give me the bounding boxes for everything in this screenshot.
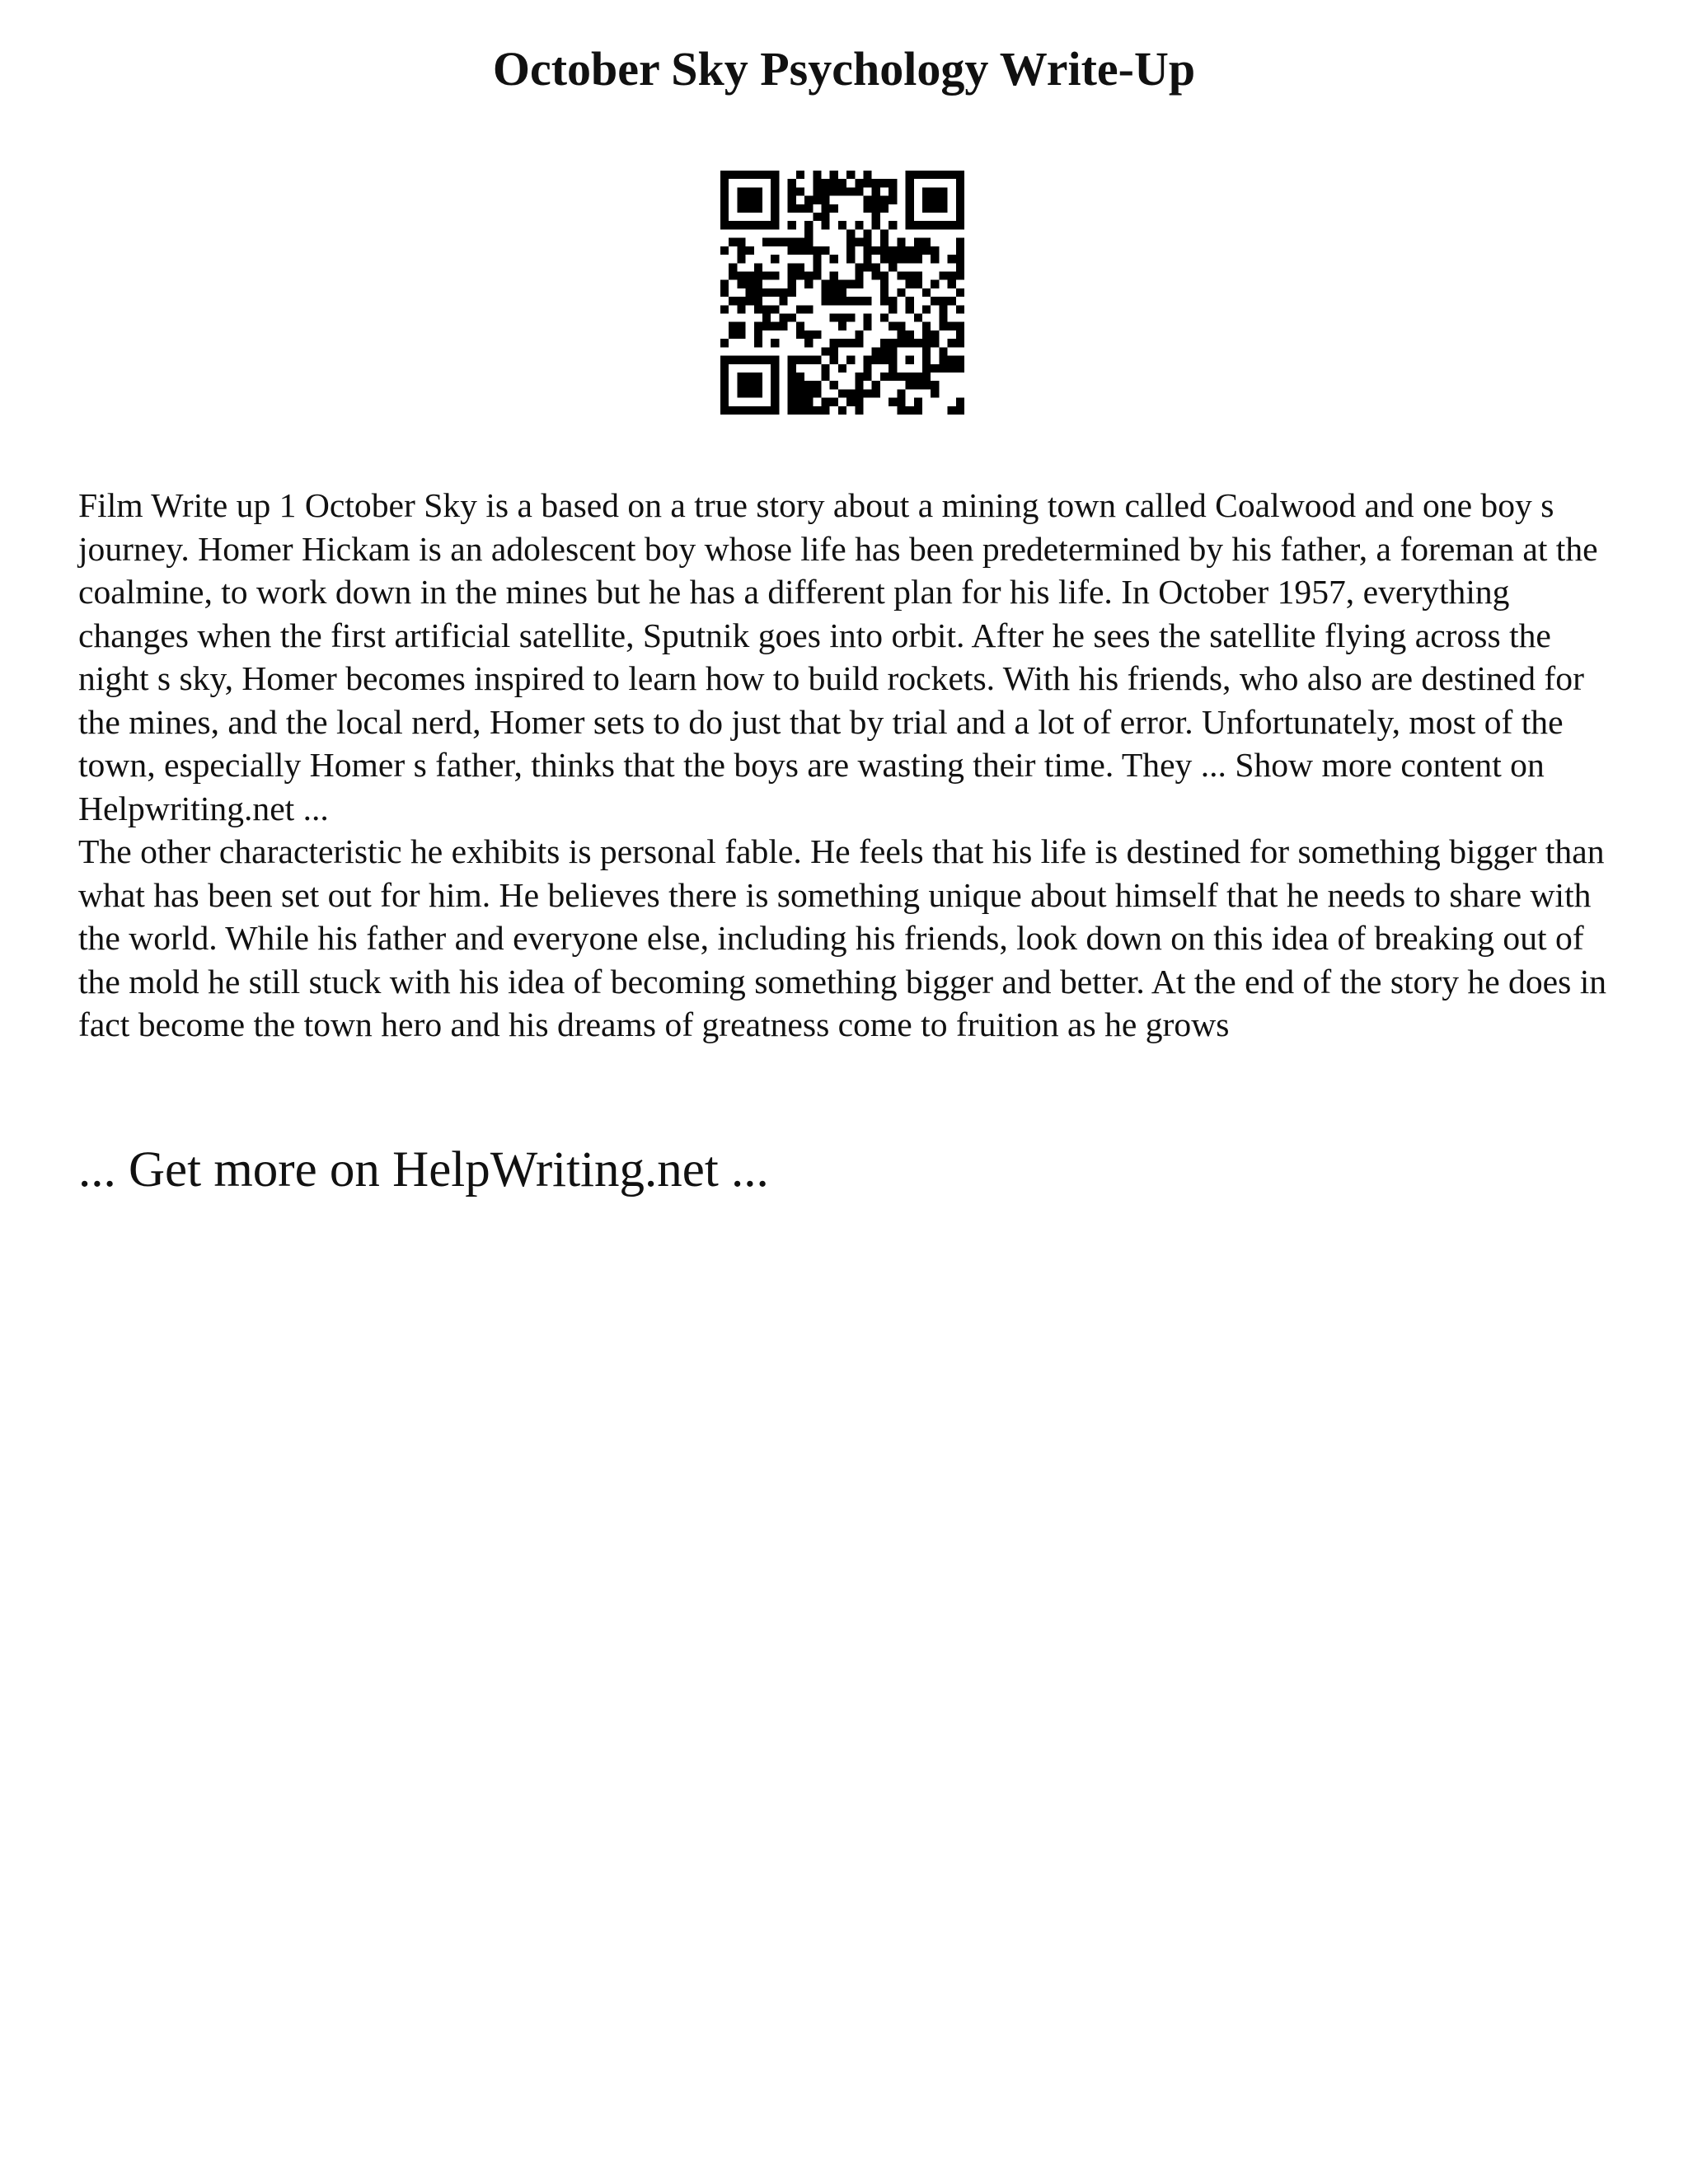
- get-more-link[interactable]: ... Get more on HelpWriting.net ...: [78, 1142, 769, 1197]
- paragraph: The other characteristic he exhibits is personal fable. He feels that his life is destined for something bigger than what has been set out for him. He believes there is something unique about himself that he needs to share with the world. While his father and everyone else, including his friends, look down on this idea of breaking out of the mold he still stuck with his idea of becoming something bigger and better. At the end of the story he does in fact become the town hero and his dreams of greatness come to fruition as he grows: [78, 832, 1607, 1043]
- page-title: October Sky Psychology Write-Up: [492, 42, 1196, 96]
- article-body: [78, 484, 1628, 1047]
- qr-code-icon[interactable]: [720, 171, 964, 415]
- paragraph: Film Write up 1 October Sky is a based on a true story about a mining town called Coalwood and one boy s journey. Homer Hickam is an adolescent boy whose life has been predetermined by his father, a foreman at the coalmine, to work down in the mines but he has a different plan for his life. In October 1957, everything changes when the first artificial satellite, Sputnik goes into orbit. After he sees the satellite flying across the night s sky, Homer becomes inspired to learn how to build rockets. With his friends, who also are destined for the mines, and the local nerd, Homer sets to do just that by trial and a lot of error. Unfortunately, most of the town, especially Homer s father, thinks that the boys are wasting their time. They ... Show more content on Helpwriting.net ...: [78, 486, 1598, 827]
